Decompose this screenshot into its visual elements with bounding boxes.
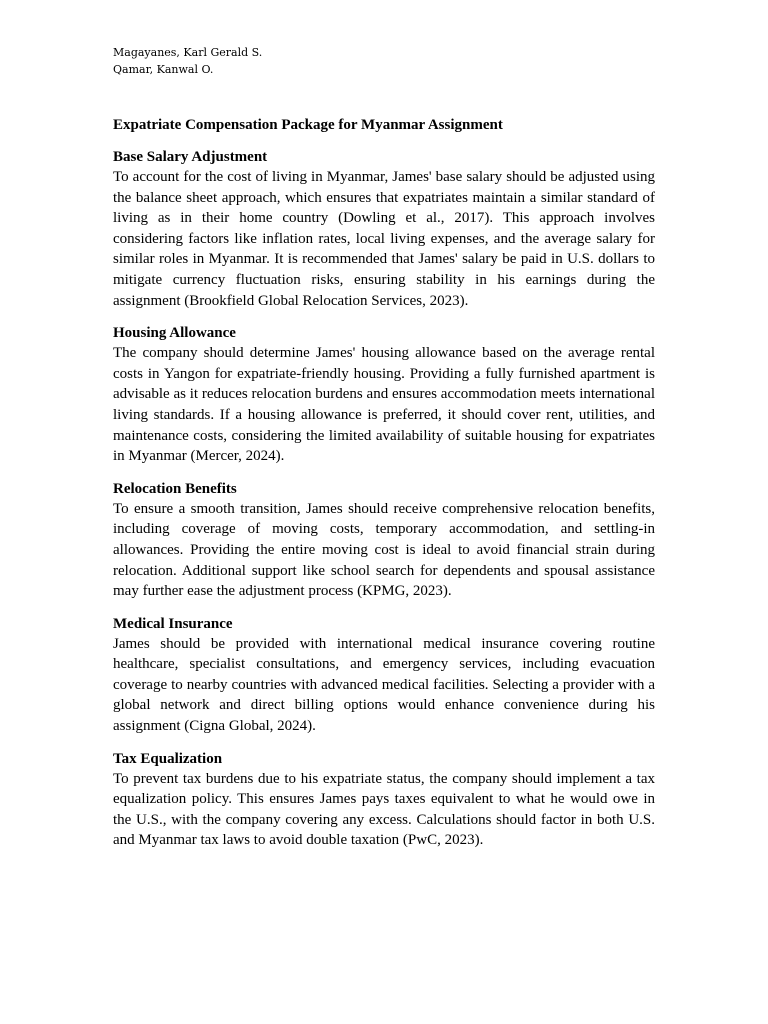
- section-housing-allowance: [113, 323, 655, 467]
- section-heading: Base Salary Adjustment: [113, 149, 268, 165]
- author-name: Magayanes, Karl Gerald S.: [113, 46, 263, 59]
- section-body: To prevent tax burdens due to his expatriate status, the company should implement a tax equalization policy. This ensures James pays taxes equivalent to what he would owe in the U.S., with the company covering any excess. Calculations should factor in both U.S. and Myanmar tax laws to avoid double taxation (PwC, 2023).: [113, 770, 655, 849]
- document-title: Expatriate Compensation Package for Myanmar Assignment: [113, 117, 503, 133]
- section-medical-insurance: [113, 614, 655, 737]
- section-tax-equalization: [113, 749, 655, 851]
- section-relocation-benefits: [113, 479, 655, 602]
- document-page: [113, 44, 655, 851]
- section-body: To ensure a smooth transition, James should receive comprehensive relocation benefits, including coverage of moving costs, temporary accommodation, and settling-in allowances. Providing the entire moving cost is ideal to avoid financial strain during relocation. Additional support like school search for dependents and spousal assistance may further ease the adjustment process (KPMG, 2023).: [113, 500, 655, 600]
- section-body: To account for the cost of living in Myanmar, James' base salary should be adjusted using the balance sheet approach, which ensures that expatriates maintain a similar standard of living as in their home country (Dowling et al., 2017). This approach involves considering factors like inflation rates, local living expenses, and the average salary for similar roles in Myanmar. It is recommended that James' salary be paid in U.S. dollars to mitigate currency fluctuation risks, ensuring stability in his earnings during the assignment (Brookfield Global Relocation Services, 2023).: [113, 169, 655, 309]
- section-heading: Relocation Benefits: [113, 480, 237, 497]
- section-heading: Tax Equalization: [113, 750, 223, 767]
- section-heading: Medical Insurance: [113, 615, 233, 632]
- section-body: The company should determine James' housing allowance based on the average rental costs in Yangon for expatriate-friendly housing. Providing a fully furnished apartment is advisable as it reduces relocation burdens and ensures accommodation meets international living standards. If a housing allowance is preferred, it should cover rent, utilities, and maintenance costs, considering the limited availability of suitable housing for expatriates in Myanmar (Mercer, 2024).: [113, 345, 655, 465]
- section-body: James should be provided with international medical insurance covering routine healthcare, specialist consultations, and emergency services, including evacuation coverage to nearby countries with advanced medical facilities. Selecting a provider with a global network and direct billing options would enhance convenience during his assignment (Cigna Global, 2024).: [113, 635, 655, 735]
- author-name: Qamar, Kanwal O.: [113, 63, 214, 76]
- author-block: [113, 44, 655, 78]
- section-base-salary: [113, 147, 655, 311]
- section-heading: Housing Allowance: [113, 325, 236, 342]
